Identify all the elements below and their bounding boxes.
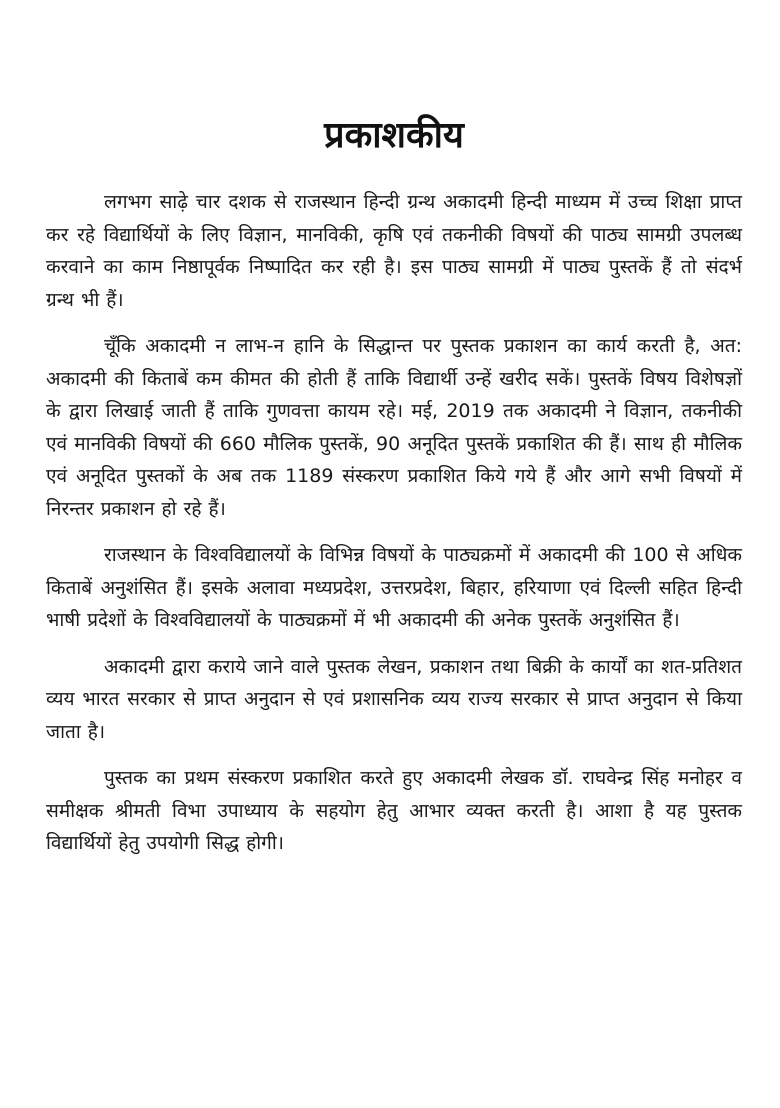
paragraph-acknowledgement: पुस्तक का प्रथम संस्करण प्रकाशित करते हुए अकादमी लेखक डॉ. राघवेन्द्र सिंह मनोहर व समीक्षक श्रीमती विभा उपाध्याय के सहयोग हेतु आभार व्यक्त करती है। आशा है यह पुस्तक विद्यार्थियों हेतु उपयोगी सिद्ध होगी। (46, 767, 742, 854)
document-page (46, 0, 742, 1108)
paragraph-publishing: चूँकि अकादमी न लाभ-न हानि के सिद्धान्त पर पुस्तक प्रकाशन का कार्य करती है, अत: अकादमी की किताबें कम कीमत की होती हैं ताकि विद्यार्थी उन्हें खरीद सकें। पुस्तकें विषय विशेषज्ञों के द्वारा लिखाई जाती हैं ताकि गुणवत्ता कायम रहे। मई, 2019 तक अकादमी ने विज्ञान, तकनीकी एवं मानविकी विषयों की 660 मौलिक पुस्तकें, 90 अनूदित पुस्तकें प्रकाशित की हैं। साथ ही मौलिक एवं अनूदित पुस्तकों के अब तक 1189 संस्करण प्रकाशित किये गये हैं और आगे सभी विषयों में निरन्तर प्रकाशन हो रहे हैं। (46, 335, 742, 520)
page-title: प्रकाशकीय (324, 115, 464, 156)
document-body (46, 186, 742, 874)
paragraph-history: लगभग साढ़े चार दशक से राजस्थान हिन्दी ग्रन्थ अकादमी हिन्दी माध्यम में उच्च शिक्षा प्राप्त कर रहे विद्यार्थियों के लिए विज्ञान, मानविकी, कृषि एवं तकनीकी विषयों की पाठ्य सामग्री उपलब्ध करवाने का काम निष्ठापूर्वक निष्पादित कर रही है। इस पाठ्य सामग्री में पाठ्य पुस्तकें हैं तो संदर्भ ग्रन्थ भी हैं। (46, 191, 742, 311)
paragraph-recommendations: राजस्थान के विश्वविद्यालयों के विभिन्न विषयों के पाठ्यक्रमों में अकादमी की 100 से अधिक किताबें अनुशंसित हैं। इसके अलावा मध्यप्रदेश, उत्तरप्रदेश, बिहार, हरियाणा एवं दिल्ली सहित हिन्दी भाषी प्रदेशों के विश्वविद्यालयों के पाठ्यक्रमों में भी अकादमी की अनेक पुस्तकें अनुशंसित हैं। (46, 544, 742, 631)
paragraph-funding: अकादमी द्वारा कराये जाने वाले पुस्तक लेखन, प्रकाशन तथा बिक्री के कार्यों का शत-प्रतिशत व्यय भारत सरकार से प्राप्त अनुदान से एवं प्रशासनिक व्यय राज्य सरकार से प्राप्त अनुदान से किया जाता है। (46, 655, 742, 743)
